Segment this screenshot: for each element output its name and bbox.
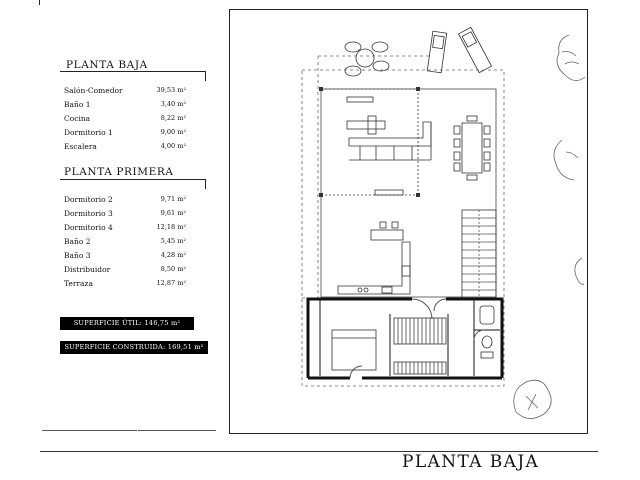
footer-rule-left: [42, 430, 137, 431]
tree-icon: [575, 258, 584, 284]
first-room-row: [64, 195, 186, 207]
ground-floor-title: PLANTA BAJA: [66, 59, 148, 71]
room-name: Dormitorio 3: [64, 209, 113, 218]
ground-room-row: [64, 100, 186, 112]
room-name: Dormitorio 2: [64, 195, 113, 204]
room-area: 8,50 m²: [160, 265, 186, 273]
room-name: Cocina: [64, 114, 91, 123]
ground-room-row: [64, 86, 186, 98]
footer-rule-mid: [138, 430, 216, 431]
tree-icon: [557, 35, 585, 81]
room-name: Salón-Comedor: [64, 86, 123, 95]
room-area: 9,61 m²: [160, 209, 186, 217]
sun-lounger-icon: [458, 27, 491, 72]
room-area: 4,00 m²: [160, 142, 186, 150]
first-room-row: [64, 237, 186, 249]
ground-floor-title-rule: [60, 71, 206, 72]
floor-plan: [229, 9, 587, 433]
room-area: 12,87 m²: [156, 279, 186, 287]
room-area: 39,53 m²: [156, 86, 186, 94]
ground-room-row: [64, 114, 186, 126]
room-area: 5,45 m²: [160, 237, 186, 245]
useful-area-badge: SUPERFICIE ÚTIL: 146,75 m²: [60, 317, 194, 330]
room-area: 12,18 m²: [156, 223, 186, 231]
room-name: Escalera: [64, 142, 97, 151]
tree-icon: [514, 380, 551, 418]
room-area: 9,00 m²: [160, 128, 186, 136]
room-name: Baño 2: [64, 237, 91, 246]
first-room-row: [64, 209, 186, 221]
sun-lounger-icon: [427, 31, 446, 73]
ground-room-row: [64, 128, 186, 140]
ground-room-row: [64, 142, 186, 154]
first-floor-title-rule: [60, 179, 206, 180]
room-name: Distribuidor: [64, 265, 111, 274]
first-floor-title-tick: [205, 179, 206, 189]
first-room-row: [64, 223, 186, 235]
room-name: Baño 3: [64, 251, 91, 260]
patio-table-icon: [345, 42, 389, 76]
room-area: 3,40 m²: [160, 100, 186, 108]
first-floor-title: PLANTA PRIMERA: [64, 166, 174, 178]
first-room-row: [64, 251, 186, 263]
ground-floor-title-tick: [205, 71, 206, 81]
corner-mark: [39, 0, 40, 5]
room-area: 9,71 m²: [160, 195, 186, 203]
room-area: 8,22 m²: [160, 114, 186, 122]
tree-icon: [554, 140, 578, 180]
room-name: Terraza: [64, 279, 93, 288]
room-area: 4,28 m²: [160, 251, 186, 259]
room-name: Dormitorio 1: [64, 128, 113, 137]
built-area-badge: SUPERFICIE CONSTRUIDA: 169,51 m²: [60, 341, 208, 354]
room-name: Dormitorio 4: [64, 223, 113, 232]
plan-title: PLANTA BAJA: [402, 452, 540, 472]
first-room-row: [64, 279, 186, 291]
first-room-row: [64, 265, 186, 277]
room-name: Baño 1: [64, 100, 91, 109]
